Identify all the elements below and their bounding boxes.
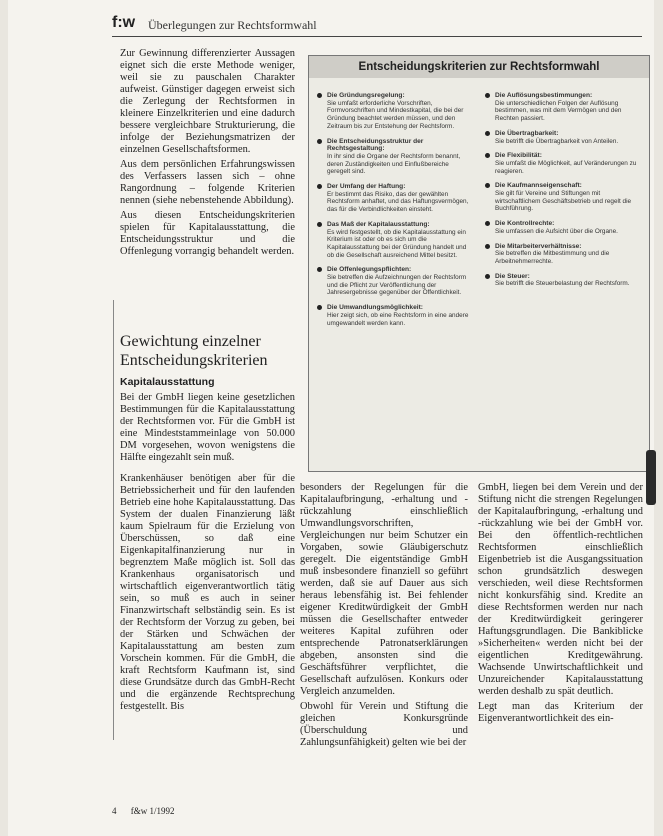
paragraph: Krankenhäuser benötigen aber für die Betriebssicherheit und für den laufenden Betrieb eine hohe Kapitalausstattung. Das System der dualen Finanzierung läßt kaum Spielraum für die Erzielung von Überschüssen, so daß eine Eigenkapitalfinanzierung nur in begrenztem Maße möglich ist. Soll das Krankenhaus organisatorisch und wirtschaftlich eigenverantwortlich tätig sein, so muß es auch in seiner Finanzwirtschaft selbständig sein. Es ist der Rechtsform der Vorzug zu geben, bei der Stärken und Schwächen der Kapitalausstattung am besten zum Vorschein kommen. Für die GmbH, die kraft Rechtsform Kaufmann ist, sind diese Grundsätze durch das GmbH-Recht und die ergänzende Rechtsprechung festgestellt. Bis [120,473,295,712]
criteria-item [485,243,641,266]
bullet-icon [317,222,322,227]
bullet-icon [317,184,322,189]
criteria-title: Das Maß der Kapitalausstattung: [327,220,430,228]
paragraph: Aus dem persönlichen Erfahrungswissen des Verfassers lassen sich – ohne Rangordnung – folgende Kriterien nennen (siehe nebenstehende Abbildung). [120,159,295,206]
bullet-icon [485,153,490,158]
criteria-box [308,55,650,472]
bullet-icon [485,183,490,188]
criteria-title: Die Entscheidungsstruktur der Rechtsgestaltung: [327,137,424,153]
bullet-icon [317,305,322,310]
box-column-left [317,92,473,334]
criteria-text: In ihr sind die Organe der Rechtsform benannt, deren Zuständigkeiten und Einflußbereiche geregelt sind. [327,152,461,176]
criteria-text: Sie betreffen die Mitbestimmung und die Arbeitnehmerrechte. [495,250,610,265]
criteria-title: Die Umwandlungsmöglichkeit: [327,304,423,312]
criteria-text: Sie gilt für Vereine und Stiftungen mit wirtschaftlichem Geschäftsbetrieb und regelt die Buchführung. [495,190,632,213]
criteria-item [485,152,641,175]
criteria-text: Sie umfaßt die Möglichkeit, auf Veränderungen zu reagieren. [495,159,637,175]
criteria-text: Sie betreffen die Aufzeichnungen der Rechtsform und die Pflicht zur Veröffentlichung der Jahresergebnisse gegenüber der Öffentlichkeit. [327,274,467,297]
criteria-item [317,221,473,260]
criteria-title: Die Auflösungsbestimmungen: [495,92,593,99]
bullet-icon [485,274,490,279]
journal-logo: f:w [112,14,136,31]
header-title: Überlegungen zur Rechtsformwahl [148,18,317,32]
criteria-item [317,266,473,297]
box-title: Entscheidungskriterien zur Rechtsformwahl [309,56,649,78]
criteria-title: Die Flexibilität: [495,152,542,160]
criteria-item [317,304,473,327]
criteria-text: Sie betrifft die Übertragbarkeit von Anteilen. [495,137,619,145]
bullet-icon [317,139,322,144]
column-left-mid [120,392,295,467]
criteria-item [317,92,473,131]
criteria-title: Die Kaufmannseigenschaft: [495,182,582,190]
column-right [478,482,643,728]
criteria-text: Er bestimmt das Risiko, das der gewählten Rechtsform anhaftet, und das Haftungsvermögen, das für die Verbindlichkeiten einsteht. [327,190,469,214]
criteria-text: Sie betrifft die Steuerbelastung der Rechtsform. [495,280,630,288]
paragraph: besonders der Regelungen für die Kapitalaufbringung, -erhaltung und -rückzahlung einschließlich Umwandlungsvorschriften, Vergleichungen nur beim Schutzer ein Vorgaben, sowie Gläubigerschutz geregelt. Die eigentständige GmbH muß insbesondere finanziell so geführt werden, daß sie auf Dauer aus sich heraus lebensfähig ist. Bei fehlender eigener Kreditwürdigkeit der GmbH müssen die Gesellschafter entweder weiteres Kapital zuführen oder entsprechende Patronatserklärungen abgeben, ansonsten sind die Geschäftsführer verpflichtet, die Gesellschaft aufzulösen. Konkurs oder Vergleich anzumelden. [300,482,468,697]
binding-edge [646,450,656,505]
bullet-icon [485,221,490,226]
page-header [112,14,642,37]
criteria-text: Es wird festgestellt, ob die Kapitalausstattung ein Kriterium ist oder ob es sich um die Kapitalausstattung bei der Gründung handelt und ob die Gesellschaft ausreichend Mittel besitzt. [327,228,467,259]
bullet-icon [317,93,322,98]
paragraph: GmbH, liegen bei dem Verein und der Stiftung nicht die strengen Regelungen der Kapitalaufbringung, -erhaltung und -rückzahlung wie bei der GmbH vor. Bei den öffentlich-rechtlichen Rechtsformen einschließlich Eigenbetrieb ist die Ausgangssituation schon grundsätzlich deswegen verschieden, weil diese Rechtsformen nicht konkursfähig sind. Kredite an diese Rechtsformen werden nur nach der Kreditwürdigkeit geringerer Haftungsgrundlagen. Die Bankiblicke »Sicherheiten« werden nicht bei der eigentlichen Kreditgewährung. Wachsende Unwirtschaftlichkeit und Unzureichender Kapitalausstattung werden deshalb zu spät deutlich. [478,482,643,697]
page-number: 4 [112,806,117,816]
criteria-title: Die Offenlegungspflichten: [327,266,412,274]
criteria-item [317,183,473,214]
bullet-icon [485,131,490,136]
criteria-item [485,130,641,145]
criteria-title: Der Umfang der Haftung: [327,183,406,191]
criteria-title: Die Übertragbarkeit: [495,129,559,137]
criteria-item [485,182,641,213]
column-divider [113,300,114,740]
paragraph: Aus diesen Entscheidungskriterien spielen für Kapitalausstattung, die Entscheidungsstruktur und die Offenlegung vorrangig behandelt werden. [120,210,295,257]
criteria-item [485,273,641,288]
page-footer [112,806,175,816]
paragraph: Bei der GmbH liegen keine gesetzlichen Bestimmungen für die Kapitalausstattung der Rechtsformen vor. Für die GmbH ist eine Mindeststammeinlage von 50.000 DM vorgesehen, wovon wenigstens die Hälfte eingezahlt sein muß. [120,392,295,463]
criteria-title: Die Kontrollrechte: [495,220,555,228]
bullet-icon [485,93,490,98]
criteria-item [317,138,473,177]
criteria-text: Sie umfassen die Aufsicht über die Organe. [495,227,618,235]
paragraph: Zur Gewinnung differenzierter Aussagen eignet sich die erste Methode weniger, weil sie zu pauschalen Charakter aufweist. Günstiger dagegen erweist sich die Zerlegung der Rechtsformen in kleinere Einzelkriterien und eine dadurch bessere vergleichbare Strukturierung, die infolge der Beziehungsmatrizen der einzelnen Gesellschaftsformen. [120,48,295,155]
column-middle [300,482,468,752]
section-heading: Gewichtung einzelner Entscheidungskriterien [120,333,268,369]
paragraph: Legt man das Kriterium der Eigenverantwortlichkeit des ein- [478,701,643,724]
criteria-item [485,220,641,235]
sub-heading: Kapitalausstattung [120,376,215,388]
criteria-title: Die Steuer: [495,272,530,280]
journal-issue: f&w 1/1992 [130,806,175,816]
criteria-title: Die Mitarbeiterverhältnisse: [495,242,582,250]
criteria-item [485,92,641,123]
criteria-text: Sie umfaßt erforderliche Vorschriften, Formvorschriften und Mindestkapital, die bei der Gründung beachtet werden müssen, und den Zeitraum bis zur Entstehung der Rechtsform. [327,99,464,130]
bullet-icon [485,244,490,249]
box-column-right [485,92,641,295]
criteria-title: Die Gründungsregelung: [327,92,405,99]
criteria-text: Die unterschiedlichen Folgen der Auflösung bestimmen, was mit dem Vermögen und den Rechten passiert. [495,99,622,123]
column-left-top [120,48,295,261]
paragraph: Obwohl für Verein und Stiftung die gleichen Konkursgründe (Überschuldung und Zahlungsunfähigkeit) gelten wie bei der [300,701,468,748]
criteria-text: Hier zeigt sich, ob eine Rechtsform in eine andere umgewandelt werden kann. [327,311,469,327]
column-left-bottom [120,473,295,716]
bullet-icon [317,267,322,272]
